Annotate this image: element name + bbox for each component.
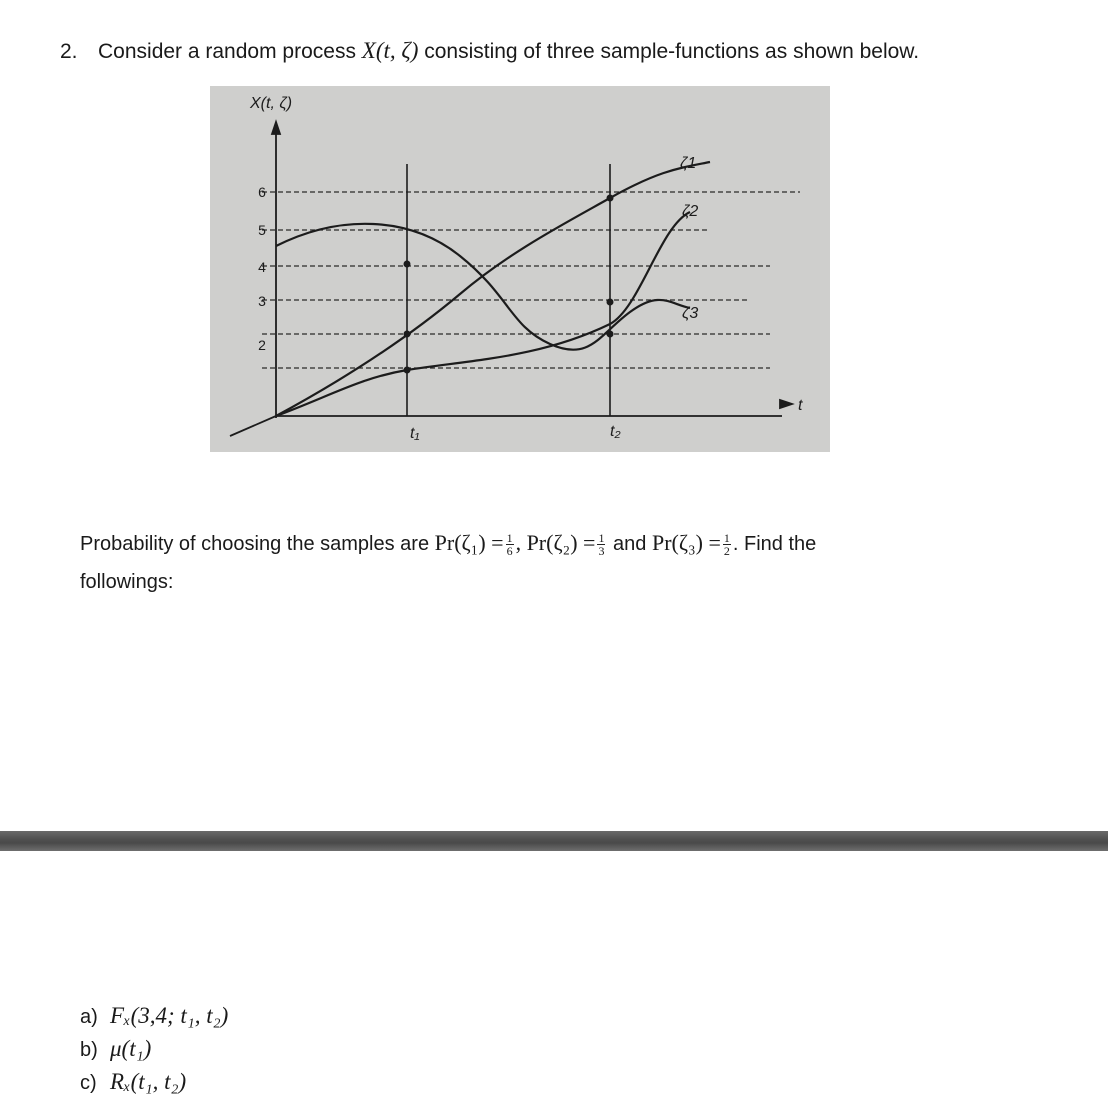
zeta2-label: ζ2 — [682, 203, 699, 220]
process-symbol: X(t, ζ) — [361, 38, 419, 63]
question-number: 2. — [60, 40, 78, 63]
fraction-one-third — [597, 532, 605, 557]
part-expr: Rₓ(t₁, t₂) — [110, 1069, 187, 1094]
x-axis-label: t — [798, 397, 803, 414]
y-tick-4: 4 — [258, 259, 266, 275]
page-divider — [0, 831, 1108, 851]
fraction-one-sixth — [506, 532, 514, 557]
zeta1-label: ζ1 — [680, 155, 697, 172]
question-line — [60, 38, 919, 64]
part-label: b) — [80, 1039, 98, 1061]
part-label: a) — [80, 1006, 98, 1028]
frac-num: 1 — [598, 531, 605, 546]
frac-den: 6 — [506, 544, 513, 559]
part-expr: μ(t₁) — [110, 1036, 152, 1061]
dot-zeta2-t2 — [607, 299, 614, 306]
sub-questions — [80, 1000, 228, 1099]
pr-zeta1: Pr(ζ₁) = — [434, 530, 504, 555]
dot-zeta1-t1 — [404, 331, 411, 338]
dot-zeta3-t1 — [404, 367, 411, 374]
probability-intro: Probability of choosing the samples are — [80, 533, 430, 555]
part-b — [80, 1033, 228, 1066]
t1-label: t₁ — [410, 425, 420, 442]
pr-zeta3: Pr(ζ₃) = — [651, 530, 721, 555]
question-text-before: Consider a random process — [98, 40, 362, 63]
part-expr: Fₓ(3,4; t₁, t₂) — [110, 1003, 229, 1028]
question-text-after: consisting of three sample-functions as shown below. — [418, 40, 920, 63]
t2-label: t₂ — [610, 423, 621, 440]
frac-den: 2 — [723, 544, 730, 559]
frac-num: 1 — [506, 531, 513, 546]
y-tick-2: 2 — [258, 337, 266, 353]
y-tick-5: 5 — [258, 222, 266, 238]
dot-zeta2-t1 — [404, 261, 411, 268]
fraction-one-half — [723, 532, 731, 557]
part-c — [80, 1066, 228, 1099]
sample-functions-figure — [210, 86, 830, 452]
y-axis-label: X(t, ζ) — [250, 95, 293, 112]
zeta3-label: ζ3 — [682, 305, 699, 322]
probability-tail: . Find the — [732, 533, 817, 555]
part-label: c) — [80, 1072, 97, 1094]
y-tick-6: 6 — [258, 184, 266, 200]
dot-zeta1-t2 — [607, 195, 614, 202]
part-a — [80, 1000, 228, 1033]
pr-zeta2: , Pr(ζ₂) = — [515, 530, 596, 555]
probability-paragraph — [80, 524, 1010, 601]
frac-den: 3 — [598, 544, 605, 559]
y-tick-3: 3 — [258, 293, 266, 309]
frac-num: 1 — [723, 531, 730, 546]
probability-line2: followings: — [80, 571, 174, 593]
figure-background — [210, 86, 830, 452]
and-word: and — [613, 533, 647, 555]
dot-zeta3-t2 — [607, 331, 614, 338]
